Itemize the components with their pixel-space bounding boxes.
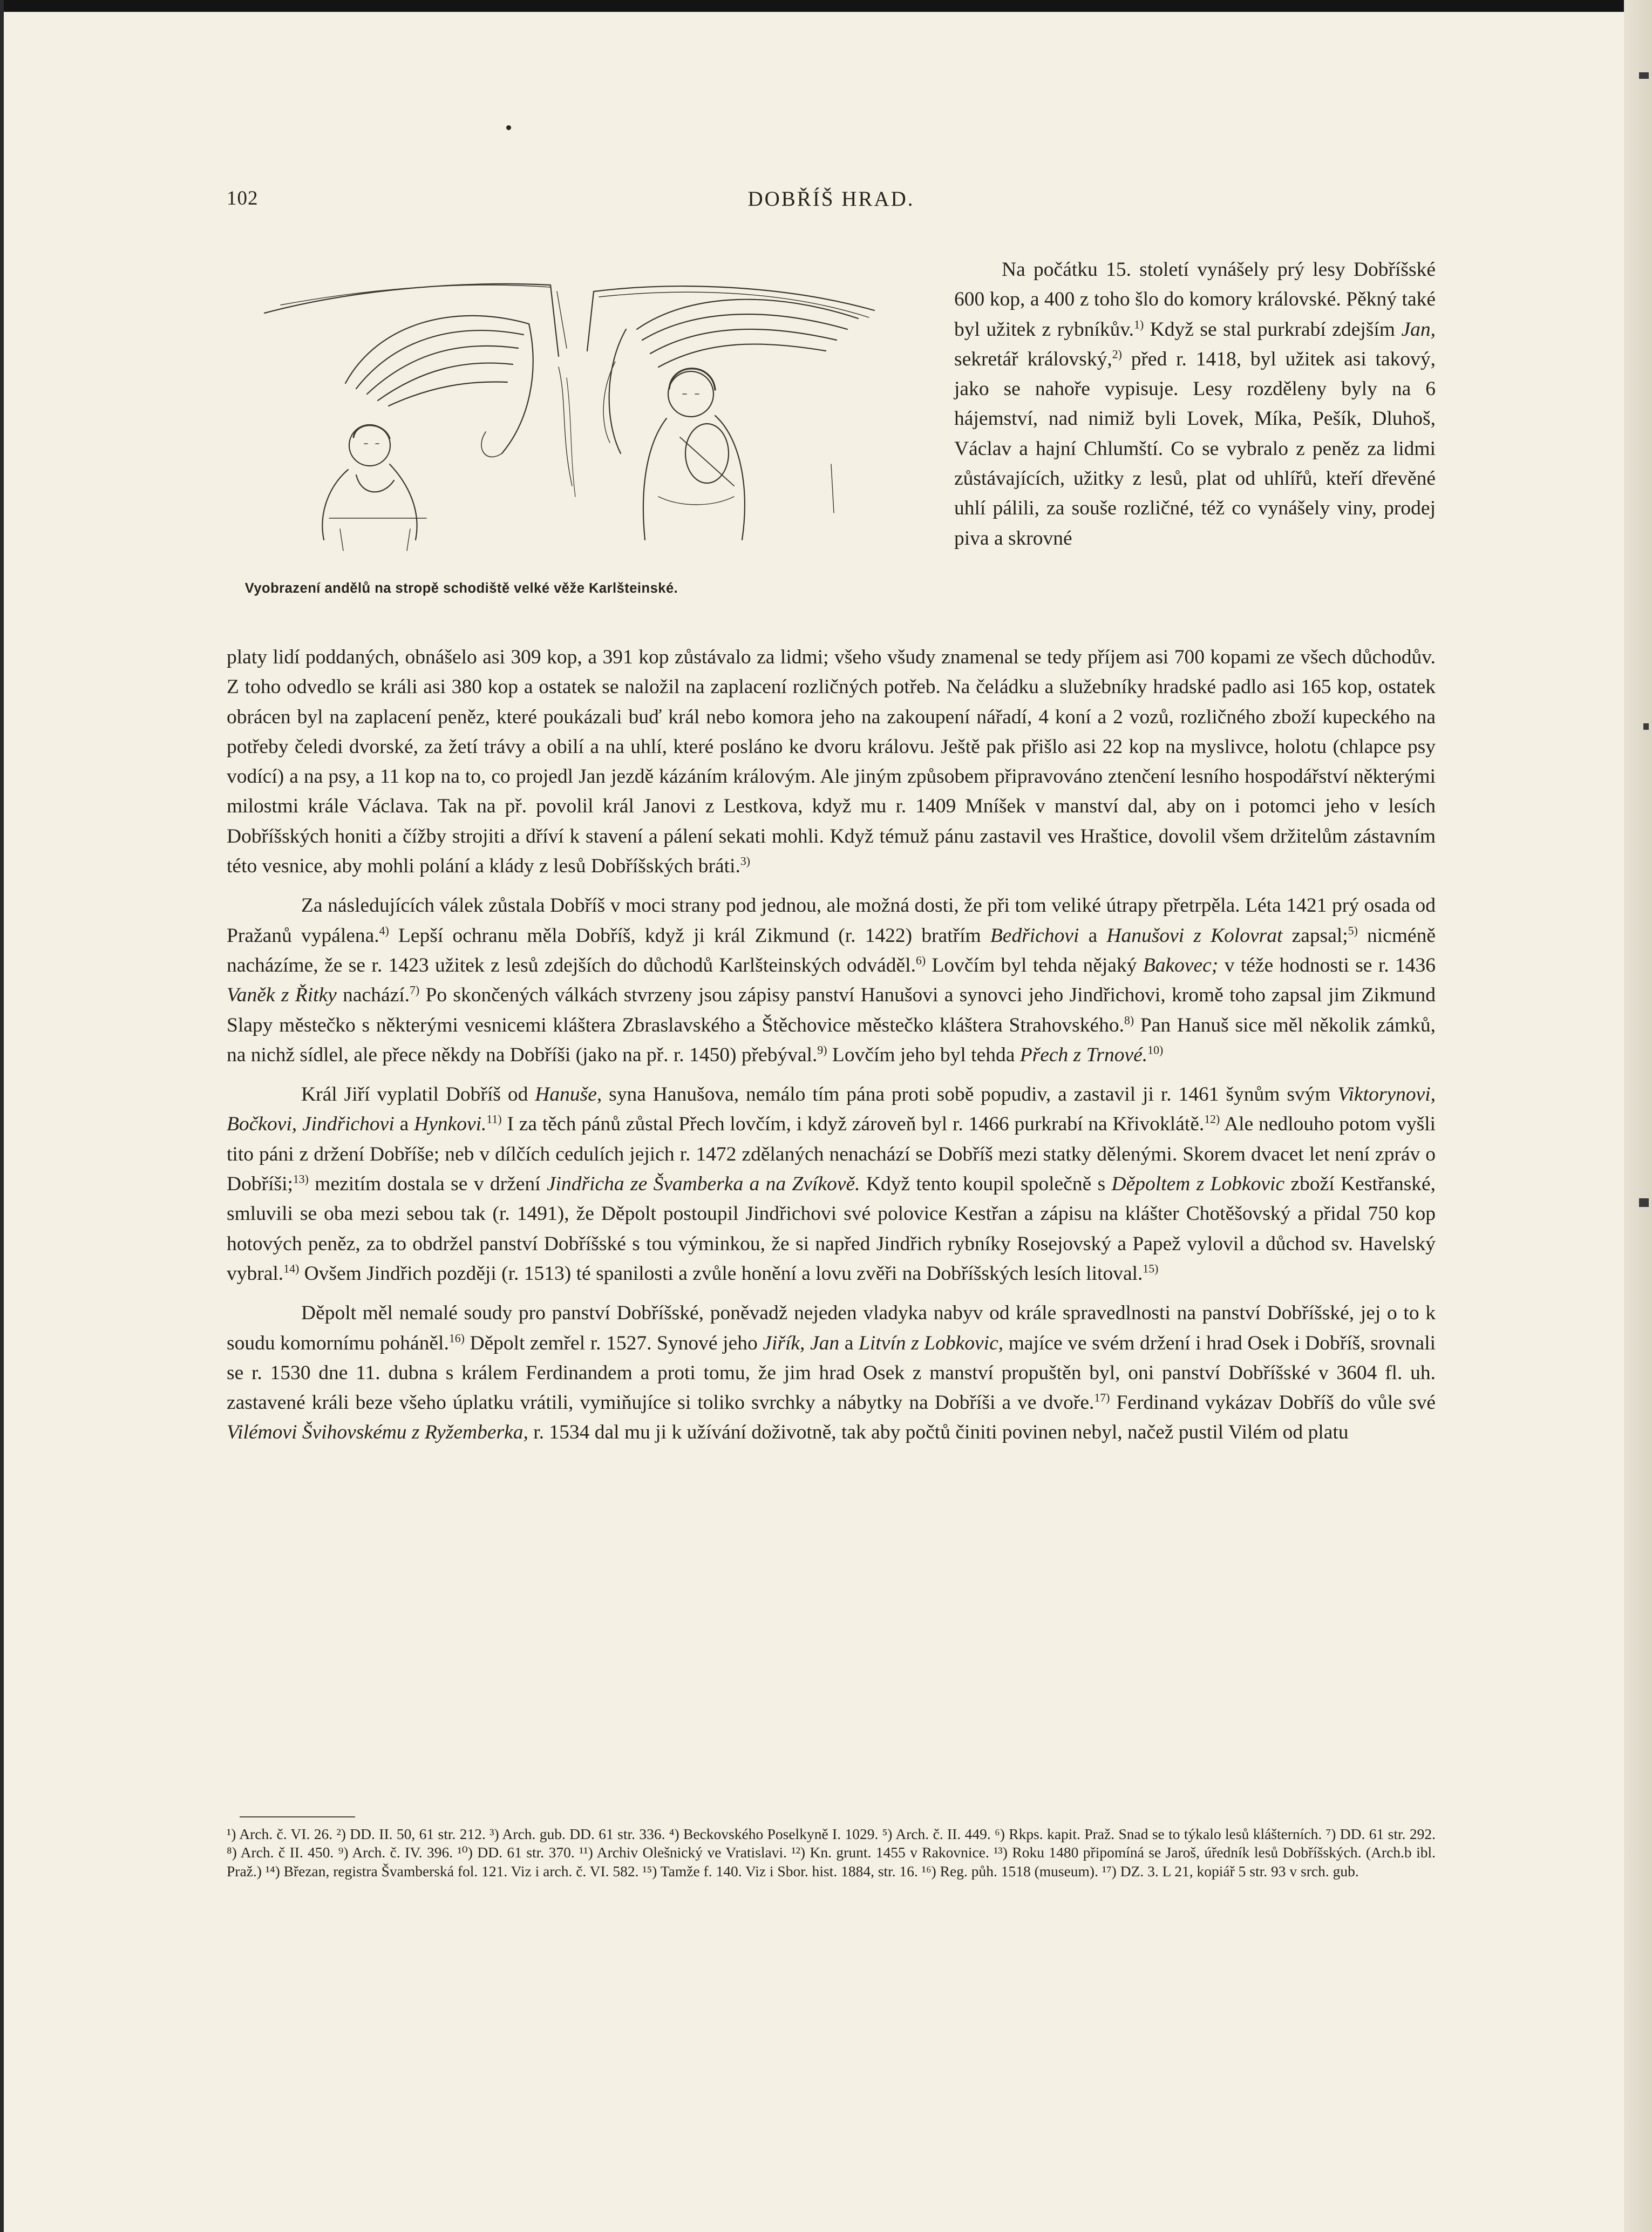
text-run: Na počátku 15. století vynášely prý lesy Dobříšské 600 kop, a 400 z toho šlo do komory královské. Pěkný také byl užitek z rybníkův. bbox=[954, 259, 1436, 341]
footnote-ref: 14) bbox=[283, 1262, 300, 1276]
person-name: Bedřichovi bbox=[990, 924, 1079, 947]
text-run: platy lidí poddaných, obnášelo asi 309 kop, a 391 kop zůstávalo za lidmi; všeho všudy znamenal se tedy příjem asi 700 kopami ze všech důchodův. Z toho odvedlo se králi asi 380 kop a ostatek se naložil na zaplacení rozličných potřeb. Na čeládku a služebníky hradské padlo asi 165 kop, ostatek obrácen byl na zaplacení peněz, které poukázali buď král nebo komora jeho na zakoupení nářadí, 4 koní a 2 vozů, rozličného zboží kupeckého na potřeby čeledi dvorské, za žetí trávy a obilí a na uhlí, které posláno ke dvoru královu. Ještě pak přišlo asi 22 kop na myslivce, holotu (chlapce psy vodící) a na psy, a 11 kop na to, co projedl Jan jezdě kázáním královým. Ale jiným způsobem připravováno ztenčení lesního hospodářství některými milostmi krále Václava. Tak na př. povolil král Janovi z Lestkova, když mu r. 1409 Mníšek v manství dal, aby on i potomci jeho v lesích Dobříšských honiti a čížby strojiti a dříví k stavení a pálení sekati mohli. Když témuž pánu zastavil ves Hraštice, dovolil všem držitelům zástavním této vesnice, aby mohli polání a klády z lesů Dobříšských bráti. bbox=[227, 646, 1436, 878]
person-name: Hanušovi z Kolovrat bbox=[1106, 924, 1283, 947]
text-run: r. 1534 dal mu ji k užívání doživotně, tak aby počtů činiti povinen nebyl, načež pustil Vilém od platu bbox=[533, 1421, 1349, 1444]
footnote-ref: 13) bbox=[293, 1172, 309, 1186]
footnote-ref: 12) bbox=[1204, 1112, 1220, 1126]
text-run: Po skončených válkách stvrzeny jsou zápisy panství Hanušovi a synovci jeho Jindřichovi, kromě toho zapsal jim Zikmund Slapy městečko s některými vesnicemi kláštera Zbraslavského a Štěchovice městečko kláštera Strahovského. bbox=[227, 984, 1436, 1036]
text-run: a bbox=[1088, 924, 1098, 947]
footnote-ref: 9) bbox=[817, 1043, 827, 1057]
text-run: Ale nedlouho potom vyšli tito páni z držení Dobříše; neb v dílčích cedulích jejich r. 1472 zdělaných nenachází se Dobříš mezi statky dělenými. Skorem dvacet let není zpráv o Dobříši; bbox=[227, 1113, 1436, 1196]
wrapped-paragraph bbox=[954, 255, 1436, 553]
person-name: Hynkovi. bbox=[414, 1113, 487, 1136]
text-run: v téže hodnosti se r. 1436 bbox=[1224, 954, 1436, 976]
scan-mark bbox=[1643, 723, 1649, 730]
text-run: a bbox=[844, 1332, 854, 1354]
text-run: I za těch pánů zůstal Přech lovčím, i když zároveň byl r. 1466 purkrabí na Křivoklátě. bbox=[507, 1113, 1205, 1136]
footnote-ref: 16) bbox=[448, 1332, 465, 1345]
text-run: nicméně nacházíme, že se r. 1423 užitek z lesů zdejších do důchodů Karlšteinských odváděl. bbox=[227, 924, 1436, 976]
footnote-ref: 7) bbox=[410, 983, 420, 997]
text-run: a bbox=[399, 1113, 409, 1136]
text-run: Za následujících válek zůstala Dobříš v moci strany pod jednou, ale možná dosti, že při tom veliké útrapy přetrpěla. Léta 1421 prý osada od Pražanů vypálena. bbox=[227, 894, 1436, 947]
text-run: Král Jiří vyplatil Dobříš od bbox=[301, 1083, 528, 1106]
scan-mark bbox=[1639, 1198, 1649, 1207]
text-run: Ovšem Jindřich později (r. 1513) té spanilosti a zvůle honění a lovu zvěři na Dobříšských lesích litoval. bbox=[304, 1262, 1143, 1285]
footnote-ref: 2) bbox=[1112, 348, 1122, 361]
running-title: DOBŘÍŠ HRAD. bbox=[747, 187, 915, 211]
scan-right-margin bbox=[1624, 0, 1652, 2232]
footnote-ref: 8) bbox=[1124, 1014, 1134, 1027]
text-run: syna Hanušova, nemálo tím pána proti sobě popudiv, a zastavil ji r. 1461 šynům svým bbox=[609, 1083, 1331, 1106]
text-run: nachází. bbox=[343, 984, 410, 1007]
text-run: Lepší ochranu měla Dobříš, když ji král Zikmund (r. 1422) bratřím bbox=[398, 924, 981, 947]
person-name: Jindřicha ze Švamberka a na Zvíkově. bbox=[546, 1173, 860, 1196]
footnote-ref: 1) bbox=[1134, 318, 1144, 331]
scan-speck bbox=[506, 125, 511, 130]
footnote-ref: 10) bbox=[1147, 1043, 1164, 1057]
footnotes: ¹) Arch. č. VI. 26. ²) DD. II. 50, 61 str. 212. ³) Arch. gub. DD. 61 str. 336. ⁴) Beckovského Poselkyně I. 1029. ⁵) Arch. č. II. 449. ⁶) Rkps. kapit. Praž. Snad se to týkalo lesů klášterních. ⁷) DD. 61 str. 292. ⁸) Arch. č II. 450. ⁹) Arch. č. IV. 396. ¹⁰) DD. 61 str. 370. ¹¹) Archiv Olešnický ve Vratislavi. ¹²) Kn. grunt. 1455 v Rakovnice. ¹³) Roku 1480 připomíná se Jaroš, úředník lesů Dobříšských. (Arch.b ibl. Praž.) ¹⁴) Březan, registra Švamberská fol. 121. Viz i arch. č. VI. 582. ¹⁵) Tamže f. 140. Viz i Sbor. hist. 1884, str. 16. ¹⁶) Reg. půh. 1518 (museum). ¹⁷) DZ. 3. L 21, kopiář 5 str. 93 v srch. gub. bbox=[227, 1826, 1436, 1880]
person-name: Jan, bbox=[1401, 318, 1436, 341]
person-name: Litvín z Lobkovic, bbox=[859, 1332, 1004, 1354]
person-name: Děpoltem z Lobkovic bbox=[1111, 1173, 1285, 1196]
angels-illustration bbox=[227, 259, 923, 621]
page-number: 102 bbox=[227, 187, 259, 209]
footnote-ref: 3) bbox=[740, 854, 750, 868]
paragraph bbox=[227, 1298, 1436, 1447]
footnote-ref: 17) bbox=[1094, 1391, 1110, 1405]
scan-mark bbox=[1639, 72, 1649, 79]
text-run: Lovčím jeho byl tehda bbox=[832, 1043, 1015, 1066]
footnote-ref: 4) bbox=[379, 924, 389, 938]
paragraph bbox=[227, 891, 1436, 1070]
person-name: Přech z Trnové. bbox=[1019, 1043, 1148, 1066]
paragraph bbox=[227, 1080, 1436, 1288]
paragraph bbox=[227, 642, 1436, 881]
text-run: před r. 1418, byl užitek asi takový, jako se nahoře vypisuje. Lesy rozděleny byly na 6 hájemství, nad nimiž byli Lovek, Míka, Pešík, Dluhoš, Václav a hajní Chlumští. Co se vybralo z peněz za lidmi zůstávajících, užitky z lesů, plat od uhlířů, kteří dřevěné uhlí pálili, za souše rozličné, též co vynášely viny, prodej piva a skrovné bbox=[954, 348, 1436, 549]
text-run: zboží Kestřanské, smluvili se oba mezi sebou tak (r. 1491), že Děpolt postoupil Jindřichovi své polovice Kestřan a zápisu na klášter Chotěšovský a přidal 750 kop hotových peněz, za to obdržel panství Dobříšské s tou výminkou, že si napřed Jindřich rybníky Rosejovský a Papež vylovil a důchod sv. Havelský vybral. bbox=[227, 1173, 1436, 1285]
page-header bbox=[227, 187, 1436, 219]
text-run: Děpolt měl nemalé soudy pro panství Dobříšské, poněvadž nejeden vladyka nabyv od krále spravedlnosti na panství Dobříšské, jej o to k soudu komornímu poháněl. bbox=[227, 1302, 1436, 1354]
text-run: Ferdinand vykázav Dobříš do vůle své bbox=[1116, 1392, 1436, 1414]
text-run: Pan Hanuš sice měl několik zámků, na nichž sídlel, ale přece někdy na Dobříši (jako na př. r. 1450) přebýval. bbox=[227, 1014, 1436, 1066]
text-run: Děpolt zemřel r. 1527. Synové jeho bbox=[470, 1332, 758, 1354]
text-run: Když se stal purkrabí zdejším bbox=[1150, 318, 1395, 341]
body-text bbox=[227, 642, 1436, 1448]
footnote-ref: 11) bbox=[486, 1112, 502, 1126]
person-name: Bakovec; bbox=[1143, 954, 1219, 976]
text-run: majíce ve svém držení i hrad Osek i Dobříš, srovnali se r. 1530 dne 11. dubna s králem Ferdinandem a proti tomu, že jim hrad Osek z manství propuštěn byl, oni panství Dobříšské v 3604 fl. uh. zastavené králi beze všeho úplatku vrátili, vymiňujíce si toliko svrchky a nábytky na Dobříši a ve dvoře. bbox=[227, 1332, 1436, 1414]
person-name: Hanuše, bbox=[535, 1083, 602, 1106]
person-name: Viktorynovi, Bočkovi, Jindřichovi bbox=[227, 1083, 1436, 1136]
text-run: zapsal; bbox=[1291, 924, 1348, 947]
text-run: sekretář královský, bbox=[954, 348, 1112, 370]
paragraph bbox=[954, 255, 1436, 553]
angels-drawing bbox=[248, 259, 896, 561]
person-name: Vaněk z Řitky bbox=[227, 984, 337, 1007]
scan-top-border bbox=[0, 0, 1652, 12]
footnote-ref: 5) bbox=[1348, 924, 1358, 938]
person-name: Jiřík, Jan bbox=[763, 1332, 840, 1354]
person-name: Vilémovi Švihovskému z Ryžemberka, bbox=[227, 1421, 528, 1444]
text-run: Když tento koupil společně s bbox=[866, 1173, 1106, 1196]
text-run: mezitím dostala se v držení bbox=[315, 1173, 541, 1196]
footnote-ref: 6) bbox=[915, 954, 926, 967]
text-run: Lovčím byl tehda nějaký bbox=[932, 954, 1137, 976]
footnote-separator bbox=[240, 1816, 355, 1817]
footnote-ref: 15) bbox=[1143, 1262, 1159, 1276]
scan-left-border bbox=[0, 0, 4, 2232]
figure-caption: Vyobrazení andělů na stropě schodiště velké věže Karlšteinské. bbox=[244, 581, 678, 596]
